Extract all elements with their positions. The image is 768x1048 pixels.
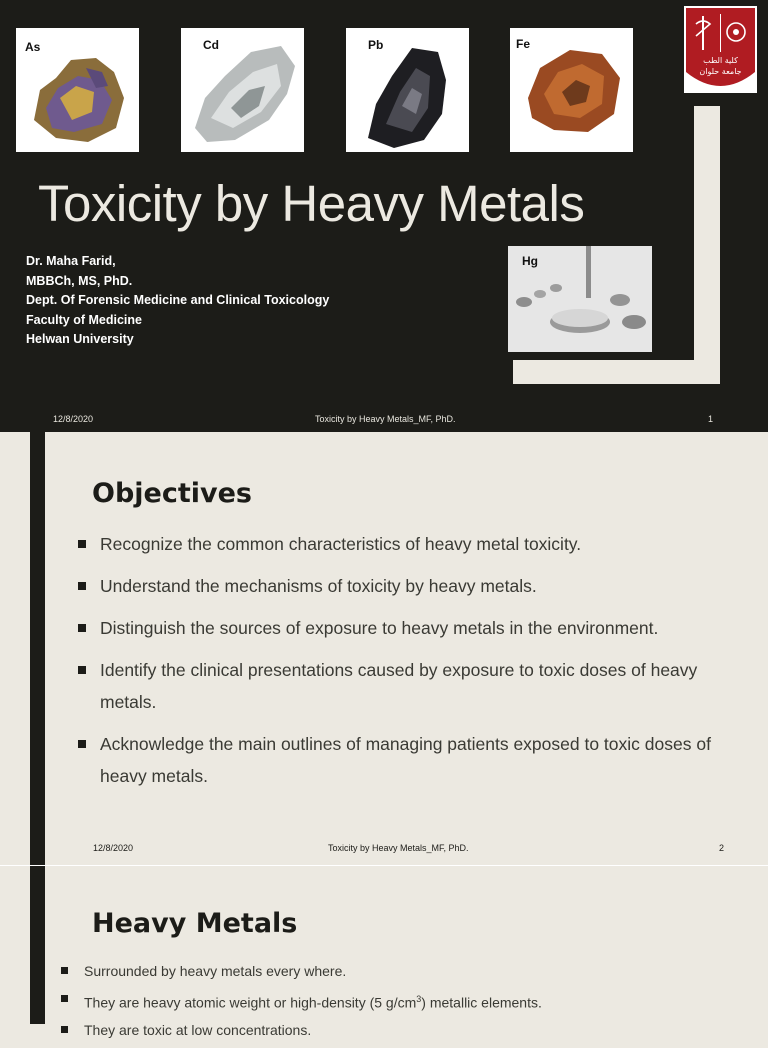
list-item: Identify the clinical presentations caused by exposure to toxic doses of heavy metals.	[78, 654, 743, 718]
heavy-metals-slide	[0, 866, 768, 1038]
bullet-marker	[78, 582, 86, 590]
element-symbol-pb: Pb	[368, 38, 384, 52]
bullet-marker	[78, 666, 86, 674]
bullet-marker	[78, 540, 86, 548]
heavy-metals-list	[61, 962, 741, 1048]
mercury-photo	[508, 246, 652, 352]
element-symbol-as: As	[25, 40, 41, 54]
bullet-marker	[78, 624, 86, 632]
lead-photo	[346, 28, 469, 152]
bullet-marker	[78, 740, 86, 748]
author-line: Dr. Maha Farid,	[26, 254, 116, 268]
list-item: Understand the mechanisms of toxicity by heavy metals.	[78, 570, 743, 602]
author-line: Dept. Of Forensic Medicine and Clinical Toxicology	[26, 293, 330, 308]
slide-heading: Objectives	[92, 478, 252, 509]
list-item: Surrounded by heavy metals every where.	[61, 962, 741, 980]
element-symbol-cd: Cd	[203, 38, 219, 52]
presentation-title: Toxicity by Heavy Metals	[38, 175, 585, 232]
footer-date: 12/8/2020	[53, 414, 94, 424]
decorative-frame-horizontal	[513, 360, 720, 384]
arsenic-photo	[16, 28, 139, 152]
title-slide	[0, 0, 768, 432]
author-line: Faculty of Medicine	[26, 312, 142, 327]
bullet-marker	[61, 995, 68, 1002]
author-line: MBBCh, MS, PhD.	[26, 273, 133, 288]
objectives-list	[78, 528, 743, 802]
left-accent-bar	[30, 866, 45, 1024]
iron-photo	[510, 28, 633, 152]
university-logo	[684, 6, 757, 93]
element-symbol-hg: Hg	[522, 254, 538, 268]
footer-page-number: 2	[719, 843, 725, 853]
list-item: They are heavy atomic weight or high-density (5 $g/cm^3$) metallic elements.	[61, 990, 741, 1012]
svg-text:جامعة حلوان: جامعة حلوان	[699, 67, 742, 76]
list-item: Acknowledge the main outlines of managing patients exposed to toxic doses of heavy metals.	[78, 728, 743, 792]
author-line: Helwan University	[26, 332, 134, 347]
slide-heading: Heavy Metals	[92, 908, 298, 939]
svg-text:كلية الطب: كلية الطب	[703, 56, 738, 65]
footer-title: Toxicity by Heavy Metals_MF, PhD.	[315, 414, 456, 424]
decorative-frame-vertical	[694, 106, 720, 384]
bullet-marker	[61, 1026, 68, 1033]
element-symbol-fe: Fe	[516, 37, 531, 51]
list-item: They are toxic at low concentrations.	[61, 1021, 741, 1039]
left-accent-bar	[30, 432, 45, 865]
footer-date: 12/8/2020	[93, 843, 134, 853]
list-item: Recognize the common characteristics of heavy metal toxicity.	[78, 528, 743, 560]
footer-page-number: 1	[708, 414, 714, 424]
bullet-marker	[61, 967, 68, 974]
list-item: Distinguish the sources of exposure to heavy metals in the environment.	[78, 612, 743, 644]
cadmium-photo	[181, 28, 304, 152]
objectives-slide	[0, 432, 768, 865]
author-block	[26, 252, 329, 350]
footer-title: Toxicity by Heavy Metals_MF, PhD.	[328, 843, 469, 853]
